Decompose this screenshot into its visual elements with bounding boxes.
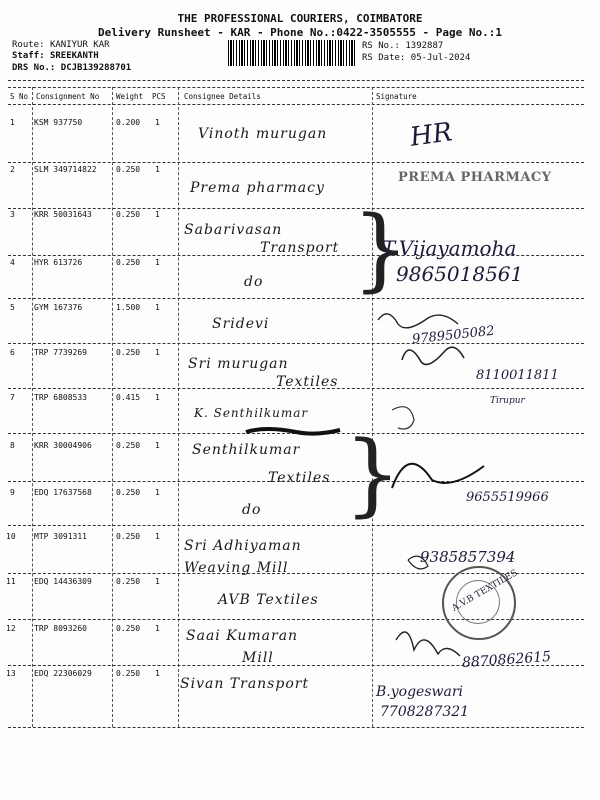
row-pcs: 1 (155, 210, 160, 219)
signature-13-name: B.yogeswari (376, 684, 464, 700)
row-weight: 0.250 (116, 669, 141, 678)
row-pcs: 1 (155, 303, 160, 312)
signature-13-phone: 7708287321 (380, 704, 470, 720)
runsheet-subtitle: Delivery Runsheet - KAR - Phone No.:0422-3505555 - Page No.:1 (98, 26, 502, 39)
signature-3-phone: 9865018561 (396, 262, 524, 286)
divider (8, 87, 584, 88)
row-divider (8, 433, 584, 434)
signature-6-phone: 8110011811 (476, 368, 559, 383)
row-weight: 0.250 (116, 488, 141, 497)
divider (8, 104, 584, 105)
row-sno: 11 (6, 577, 16, 586)
row-divider (8, 298, 584, 299)
signature-3: T.Vijayamoha (382, 236, 517, 260)
row-consignment: KSM 937750 (34, 118, 83, 127)
row-pcs: 1 (155, 348, 160, 357)
row-weight: 0.415 (116, 393, 141, 402)
row-consignee: Sri Adhiyaman (184, 538, 302, 554)
row-consignment: KRR 30004906 (34, 441, 92, 450)
row-weight: 0.250 (116, 165, 141, 174)
col-header-consignee: Consignee Details (184, 92, 261, 101)
row-consignee: AVB Textiles (218, 592, 319, 608)
row-consignee: Sri murugan (188, 356, 289, 372)
staff-value: SREEKANTH (49, 51, 99, 61)
rs-date-label: RS Date: (362, 53, 406, 63)
rs-date-line (362, 53, 470, 63)
row-pcs: 1 (155, 488, 160, 497)
row-consignee: do (244, 274, 264, 290)
barcode (228, 40, 356, 66)
row-consignment: EDQ 22306029 (34, 669, 92, 678)
row-divider (8, 388, 584, 389)
row-pcs: 1 (155, 118, 160, 127)
rs-no-value: 1392887 (405, 41, 444, 51)
row-sno: 2 (10, 165, 15, 174)
row-consignment: TRP 8093260 (34, 624, 87, 633)
column-divider (32, 87, 33, 727)
row-consignee: Sridevi (212, 316, 270, 332)
signature-12-phone: 8870862615 (461, 648, 552, 672)
signature-10-phone: 9385857394 (420, 548, 516, 566)
row-sno: 3 (10, 210, 15, 219)
group-brace: } (352, 197, 410, 302)
row-consignment: HYR 613726 (34, 258, 83, 267)
row-divider (8, 343, 584, 344)
row-pcs: 1 (155, 624, 160, 633)
row-weight: 0.250 (116, 532, 141, 541)
row-consignee: Sabarivasan (184, 222, 283, 238)
col-header-sno: S No (10, 92, 29, 101)
row-consignment: TRP 6808533 (34, 393, 87, 402)
row-sno: 7 (10, 393, 15, 402)
signature-5-phone: 9789505082 (411, 323, 496, 348)
rs-date-value: 05-Jul-2024 (410, 53, 471, 63)
row-divider (8, 525, 584, 526)
company-title: THE PROFESSIONAL COURIERS, COIMBATORE (177, 12, 423, 25)
row-divider (8, 162, 584, 163)
staff-line (12, 51, 99, 61)
row-consignee-line2: Textiles (268, 470, 331, 486)
row-weight: 0.250 (116, 624, 141, 633)
row-pcs: 1 (155, 258, 160, 267)
row-consignment: GYM 167376 (34, 303, 83, 312)
row-consignee: Vinoth murugan (198, 126, 328, 142)
row-consignee: Sivan Transport (180, 676, 310, 692)
staff-label: Staff: (12, 51, 45, 61)
row-pcs: 1 (155, 669, 160, 678)
signature-1: HR (408, 117, 455, 153)
group-brace: } (344, 422, 402, 527)
row-divider (8, 481, 584, 482)
row-pcs: 1 (155, 165, 160, 174)
row-consignment: MTP 3091311 (34, 532, 87, 541)
signature-8-phone: 9655519966 (466, 490, 549, 505)
drs-line (12, 63, 131, 73)
col-header-pcs: PCS (152, 92, 166, 101)
row-sno: 9 (10, 488, 15, 497)
row-consignee-line2: Transport (260, 240, 340, 256)
row-weight: 0.250 (116, 258, 141, 267)
stamp-text: A.V.B TEXTILES (450, 568, 520, 614)
row-sno: 8 (10, 441, 15, 450)
row-consignee-line2: Mill (242, 650, 274, 666)
route-label: Route: (12, 40, 45, 50)
col-header-weight: Weight (116, 92, 144, 101)
column-divider (372, 87, 373, 727)
rs-no-label: RS No.: (362, 41, 400, 51)
row-divider (8, 727, 584, 728)
signature-7-note: Tirupur (490, 396, 525, 406)
row-consignment: EDQ 17637568 (34, 488, 92, 497)
row-weight: 1.500 (116, 303, 141, 312)
row-weight: 0.250 (116, 577, 141, 586)
row-sno: 1 (10, 118, 15, 127)
row-consignee: Senthilkumar (192, 442, 301, 458)
pharmacy-stamp: PREMA PHARMACY (398, 170, 552, 185)
row-sno: 5 (10, 303, 15, 312)
row-consignment: SLM 349714822 (34, 165, 97, 174)
row-weight: 0.250 (116, 348, 141, 357)
row-sno: 6 (10, 348, 15, 357)
col-header-consignment: Consignment No (36, 92, 100, 101)
route-line (12, 40, 110, 50)
column-divider (178, 87, 179, 727)
row-weight: 0.200 (116, 118, 141, 127)
row-pcs: 1 (155, 441, 160, 450)
row-consignee: K. Senthilkumar (194, 406, 309, 420)
row-consignment: TRP 7739269 (34, 348, 87, 357)
row-weight: 0.250 (116, 210, 141, 219)
row-sno: 10 (6, 532, 16, 541)
row-sno: 13 (6, 669, 16, 678)
drs-value: DCJB139288701 (60, 63, 132, 73)
row-divider (8, 208, 584, 209)
row-pcs: 1 (155, 577, 160, 586)
row-consignee-line2: Weaving Mill (184, 560, 289, 576)
row-weight: 0.250 (116, 441, 141, 450)
row-consignee: do (242, 502, 262, 518)
row-pcs: 1 (155, 393, 160, 402)
rs-no-line (362, 41, 443, 51)
row-consignee: Saai Kumaran (186, 628, 299, 644)
drs-label: DRS No.: (12, 63, 56, 73)
row-sno: 12 (6, 624, 16, 633)
row-consignment: KRR 50031643 (34, 210, 92, 219)
row-consignment: EDQ 14436309 (34, 577, 92, 586)
row-consignee: Prema pharmacy (190, 180, 325, 196)
column-divider (112, 87, 113, 727)
row-sno: 4 (10, 258, 15, 267)
route-value: KANIYUR KAR (49, 40, 110, 50)
divider (8, 80, 584, 81)
row-pcs: 1 (155, 532, 160, 541)
row-consignee-line2: Textiles (276, 374, 339, 390)
col-header-signature: Signature (376, 92, 417, 101)
